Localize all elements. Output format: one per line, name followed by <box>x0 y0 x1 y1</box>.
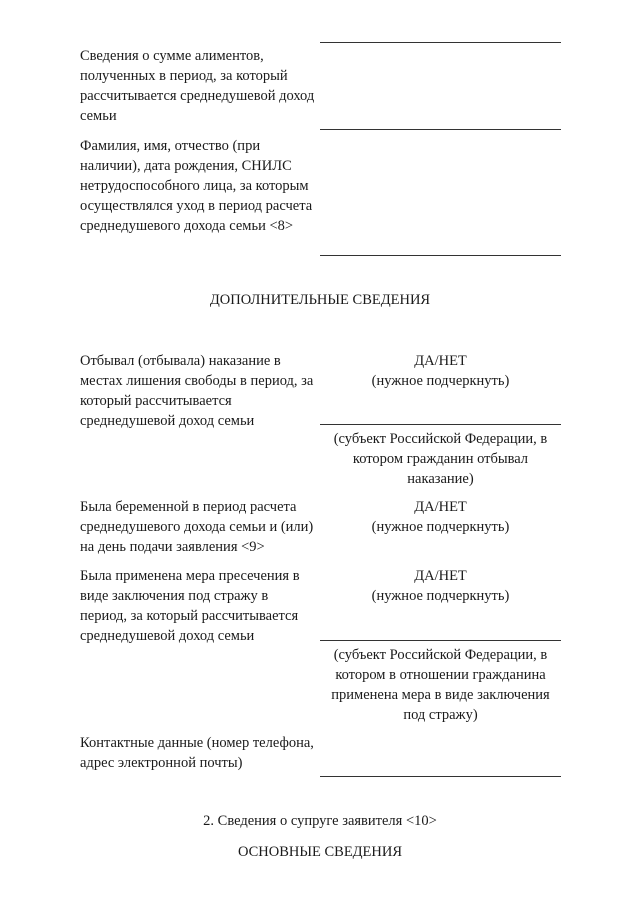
main-info-heading: ОСНОВНЫЕ СВЕДЕНИЯ <box>237 844 403 860</box>
prison-label: Отбывал (отбывала) наказание в местах лишения свободы в период, за который рассчитывается среднедушевой доход семьи <box>80 353 314 429</box>
contacts-label: Контактные данные (номер телефона, адрес электронной почты) <box>80 735 314 771</box>
alimony-top-line <box>320 42 561 43</box>
custody-region-input-line[interactable] <box>320 640 561 641</box>
contacts-input-line[interactable] <box>320 776 561 777</box>
pregnant-answer[interactable]: ДА/НЕТ <box>414 499 467 515</box>
prison-answer[interactable]: ДА/НЕТ <box>414 353 467 369</box>
pregnant-hint: (нужное подчеркнуть) <box>371 519 510 535</box>
disabled-care-label: Фамилия, имя, отчество (при наличии), дата рождения, СНИЛС нетрудоспособного лица, за которым осуществлялся уход в период расчета среднедушевого дохода семьи <8> <box>80 138 313 234</box>
prison-region-input-line[interactable] <box>320 424 561 425</box>
custody-region-hint: (субъект Российской Федерации, в котором в отношении гражданина применена мера в виде заключения под стражу) <box>331 647 550 723</box>
custody-answer[interactable]: ДА/НЕТ <box>414 568 467 584</box>
disabled-care-input-line[interactable] <box>320 255 561 256</box>
prison-hint: (нужное подчеркнуть) <box>371 373 510 389</box>
alimony-input-line[interactable] <box>320 129 561 130</box>
custody-hint: (нужное подчеркнуть) <box>371 588 510 604</box>
spouse-section-title: 2. Сведения о супруге заявителя <10> <box>203 813 437 829</box>
alimony-label: Сведения о сумме алиментов, полученных в период, за который рассчитывается среднедушевой доход семьи <box>80 48 315 124</box>
pregnant-label: Была беременной в период расчета среднедушевого дохода семьи и (или) на день подачи заявления <9> <box>80 499 314 555</box>
custody-label: Была применена мера пресечения в виде заключения под стражу в период, за который рассчитывается среднедушевой доход семьи <box>80 568 300 644</box>
additional-info-heading: ДОПОЛНИТЕЛЬНЫЕ СВЕДЕНИЯ <box>209 292 431 308</box>
prison-region-hint: (субъект Российской Федерации, в котором гражданин отбывал наказание) <box>333 431 548 487</box>
